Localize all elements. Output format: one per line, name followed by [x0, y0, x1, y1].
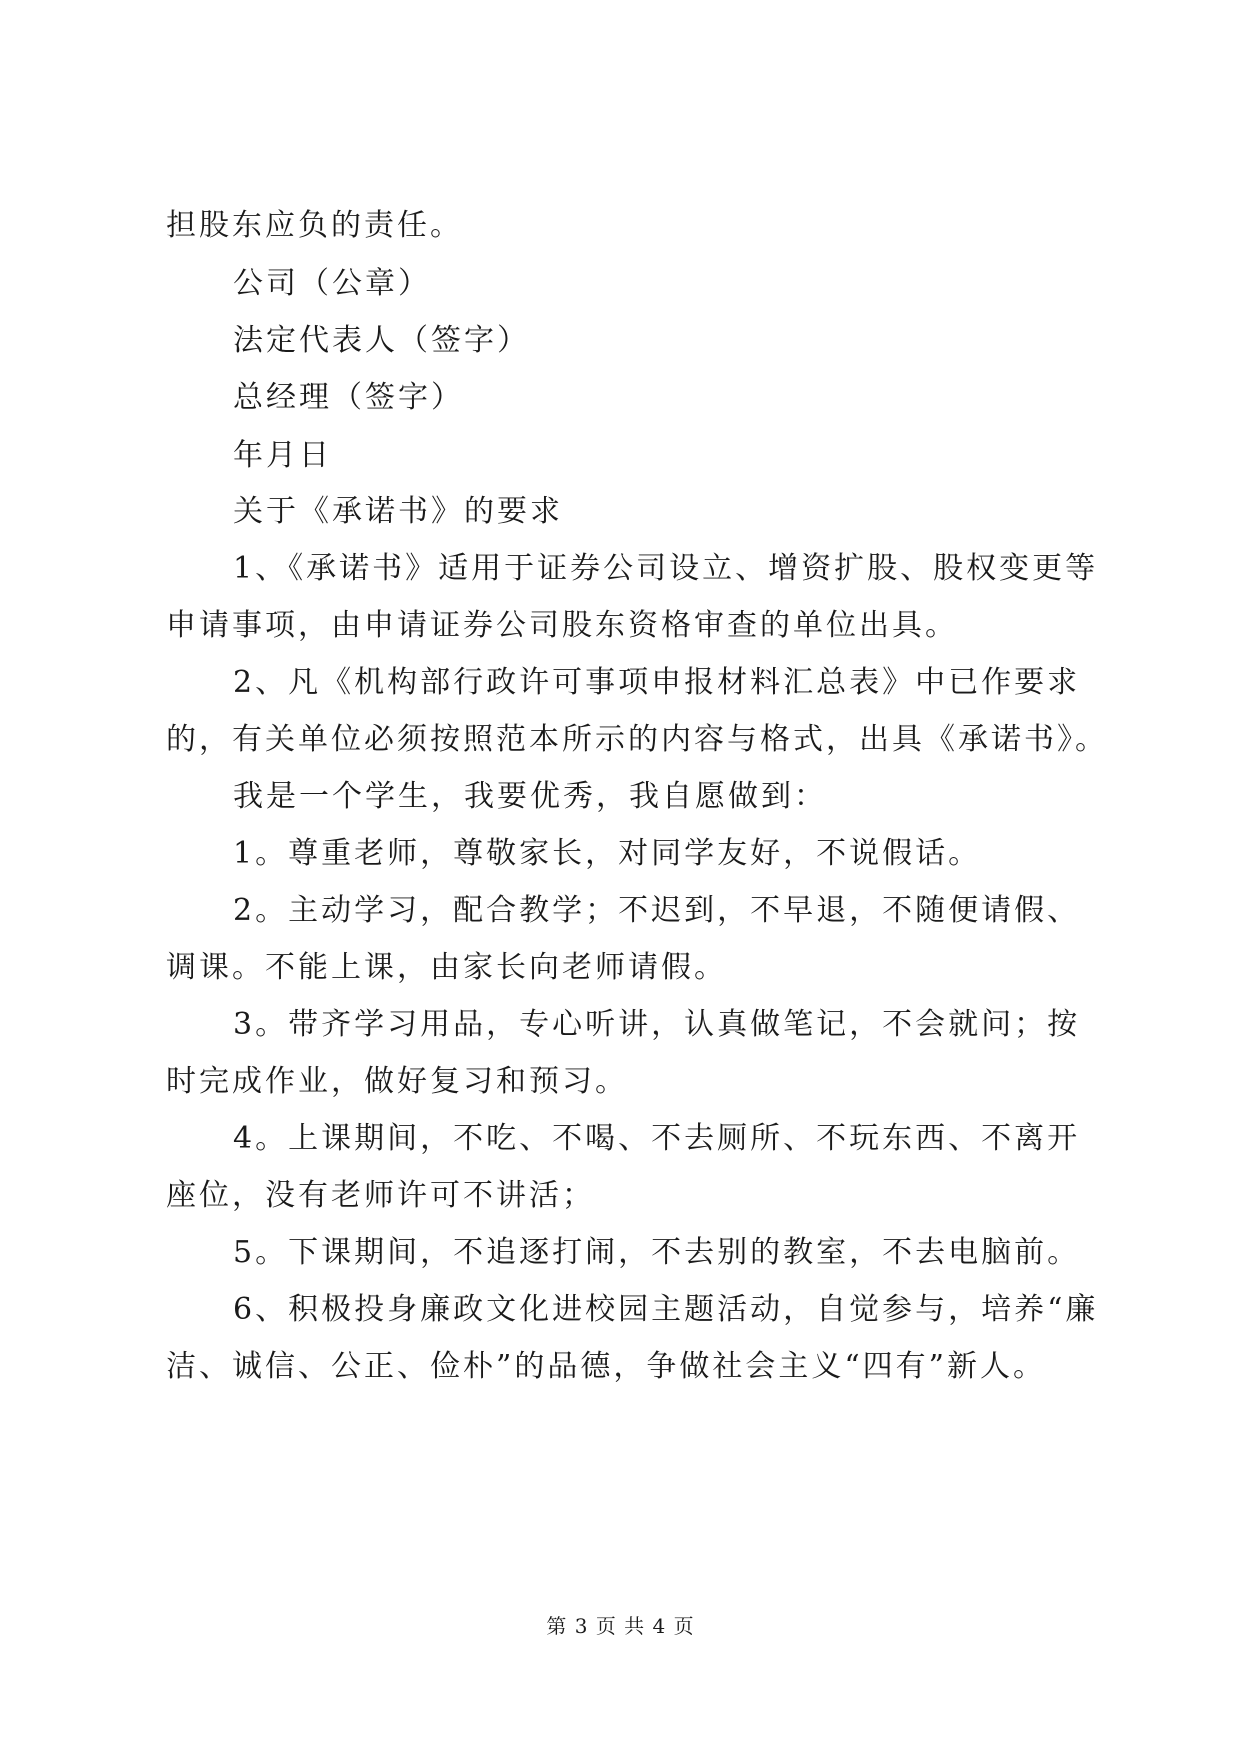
paragraph-line: 2。主动学习，配合教学；不迟到，不早退，不随便请假、 — [233, 893, 1081, 928]
paragraph-line: 6、积极投身廉政文化进校园主题活动，自觉参与，培养“廉 — [233, 1292, 1099, 1327]
legal-representative-line: 法定代表人（签字） — [233, 323, 530, 358]
paragraph-line: 3。带齐学习用品，专心听讲，认真做笔记，不会就问；按 — [233, 1007, 1081, 1042]
paragraph-line: 4。上课期间，不吃、不喝、不去厕所、不玩东西、不离开 — [233, 1121, 1081, 1156]
paragraph-line: 1、《承诺书》适用于证券公司设立、增资扩股、股权变更等 — [233, 551, 1099, 586]
paragraph-line: 我是一个学生，我要优秀，我自愿做到： — [233, 779, 827, 814]
paragraph-line: 申请事项，由申请证券公司股东资格审查的单位出具。 — [166, 608, 958, 643]
paragraph-line: 洁、诚信、公正、俭朴”的品德，争做社会主义“四有”新人。 — [166, 1349, 1047, 1384]
paragraph-line: 调课。不能上课，由家长向老师请假。 — [166, 950, 727, 985]
paragraph-line: 2、凡《机构部行政许可事项申报材料汇总表》中已作要求 — [233, 665, 1081, 700]
paragraph-line: 1。尊重老师，尊敬家长，对同学友好，不说假话。 — [233, 836, 982, 871]
paragraph-line: 的，有关单位必须按照范本所示的内容与格式，出具《承诺书》。 — [166, 722, 1108, 757]
section-heading: 关于《承诺书》的要求 — [233, 494, 563, 529]
company-seal-line: 公司（公章） — [233, 266, 431, 301]
general-manager-line: 总经理（签字） — [233, 380, 464, 415]
paragraph-line: 座位，没有老师许可不讲活； — [166, 1178, 595, 1213]
paragraph-line: 担股东应负的责任。 — [166, 208, 463, 243]
paragraph-line: 5。下课期间，不追逐打闹，不去别的教室，不去电脑前。 — [233, 1235, 1081, 1270]
paragraph-line: 时完成作业，做好复习和预习。 — [166, 1064, 628, 1099]
date-line: 年月日 — [233, 438, 332, 473]
page-footer: 第 3 页 共 4 页 — [546, 1614, 695, 1638]
